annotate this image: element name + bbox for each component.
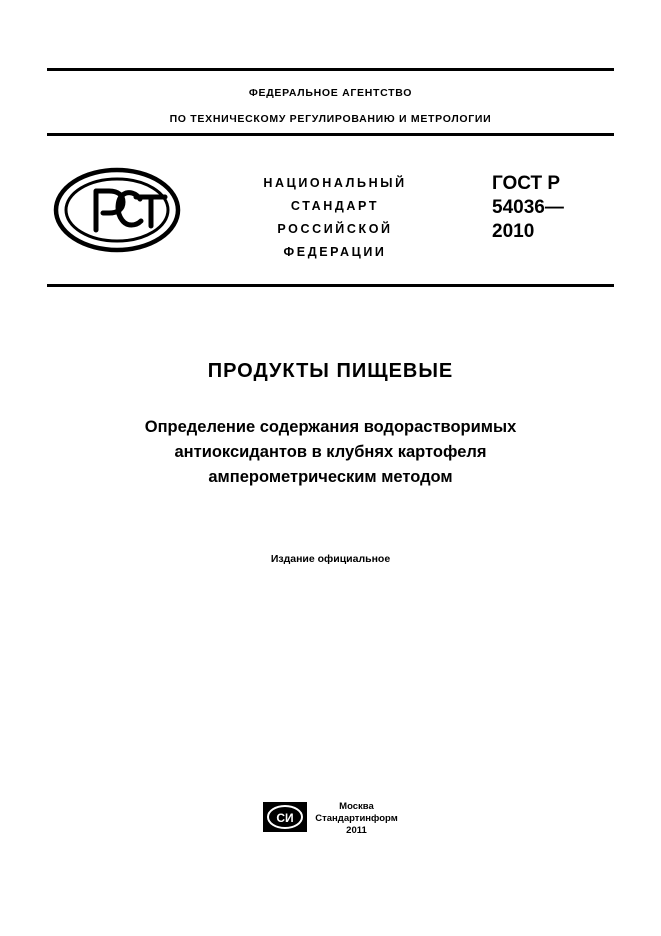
svg-text:СИ: СИ: [276, 811, 294, 825]
standartinform-logo-icon: [263, 802, 307, 832]
header-rule-top: [47, 68, 614, 71]
agency-heading: [47, 80, 614, 132]
agency-line-2: ПО ТЕХНИЧЕСКОМУ РЕГУЛИРОВАНИЮ И МЕТРОЛОГИИ: [169, 113, 492, 125]
publisher-name: Стандартинформ: [315, 813, 398, 824]
gost-line-3: 2010: [492, 221, 535, 242]
subtitle-line-3: амперометрическим методом: [208, 468, 453, 486]
national-standard-label: [190, 172, 480, 264]
gost-number: [492, 172, 652, 244]
header-rule-middle: [47, 133, 614, 136]
publisher-year: 2011: [346, 825, 367, 836]
subtitle-line-2: антиоксидантов в клубнях картофеля: [174, 443, 487, 461]
gost-line-1: ГОСТ Р: [492, 173, 561, 194]
publisher-info: [315, 800, 397, 837]
agency-line-1: ФЕДЕРАЛЬНОЕ АГЕНТСТВО: [248, 87, 413, 99]
subtitle-line-1: Определение содержания водорастворимых: [144, 418, 517, 436]
standard-line-1: НАЦИОНАЛЬНЫЙ: [263, 176, 407, 190]
header-rule-bottom: [47, 284, 614, 287]
standard-line-2: СТАНДАРТ: [290, 199, 380, 213]
standard-line-3: РОССИЙСКОЙ: [277, 222, 393, 236]
rosstandart-emblem-icon: [52, 166, 182, 254]
gost-line-2: 54036—: [492, 197, 564, 218]
page-title: ПРОДУКТЫ ПИЩЕВЫЕ: [207, 360, 454, 382]
publisher-city: Москва: [339, 801, 374, 812]
standard-line-4: ФЕДЕРАЦИИ: [283, 245, 387, 259]
edition-note: Издание официальное: [270, 553, 391, 565]
publisher-footer: [47, 800, 614, 837]
page-subtitle: [67, 415, 594, 490]
